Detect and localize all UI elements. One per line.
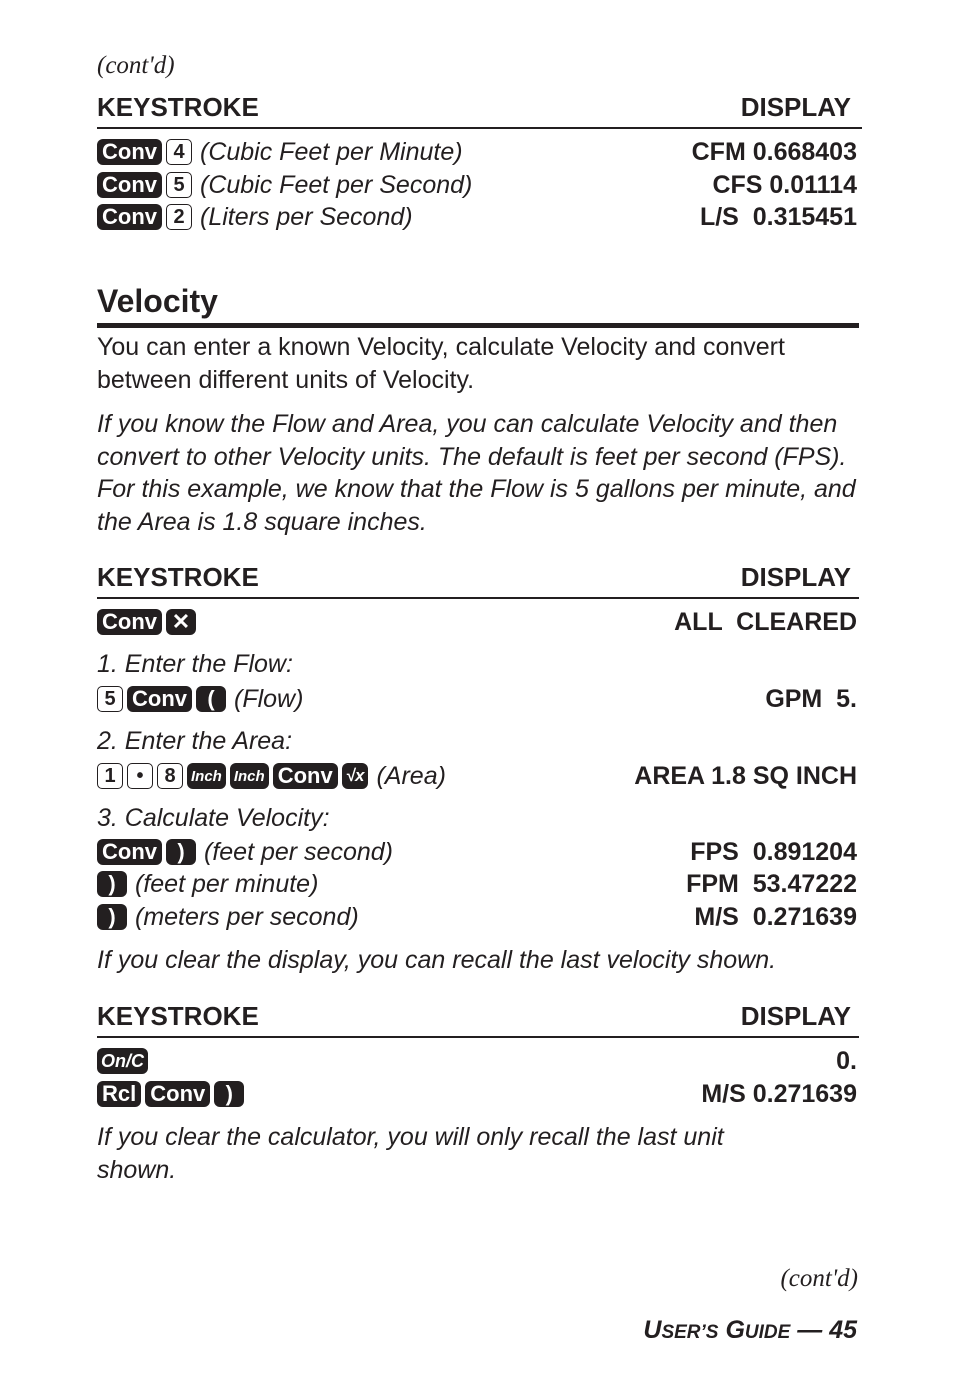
contd-bottom: (cont'd) <box>780 1265 858 1292</box>
display-header: DISPLAY <box>740 92 851 122</box>
footer-guide-ser: SER <box>661 1322 701 1343</box>
header-rule <box>97 127 862 129</box>
keystroke-header: KEYSTROKE <box>97 1001 259 1031</box>
row-display: ALL CLEARED <box>674 608 857 636</box>
on-clear-key: On/C <box>97 1048 148 1074</box>
inch-key: Inch <box>187 763 226 789</box>
step-row <box>97 682 857 716</box>
step-row <box>97 867 857 901</box>
row-display: M/S 0.271639 <box>694 903 857 931</box>
velocity-key: ) <box>214 1081 244 1107</box>
conv-key: Conv <box>97 204 162 230</box>
conv-key: Conv <box>145 1081 210 1107</box>
row-display: CFS 0.01114 <box>712 171 857 199</box>
keystroke-header: KEYSTROKE <box>97 562 259 592</box>
digit-key: 4 <box>166 139 192 165</box>
sqrt-key: √x <box>342 763 369 789</box>
intro-paragraph: You can enter a known Velocity, calculate Velocity and convert between different units of Velocity. <box>97 333 785 394</box>
row-display: 0. <box>836 1047 857 1075</box>
footer-guide-g: G <box>725 1316 745 1344</box>
header-rule <box>97 597 859 599</box>
row-description: (meters per second) <box>135 902 359 931</box>
digit-key: 5 <box>97 686 123 712</box>
keystroke-header: KEYSTROKE <box>97 92 259 122</box>
conv-key: Conv <box>97 839 162 865</box>
recall-note: If you clear the display, you can recall the last velocity shown. <box>97 946 777 974</box>
footer-guide-u: U <box>643 1316 662 1344</box>
page-footer <box>643 1316 857 1345</box>
digit-key: 2 <box>166 204 192 230</box>
velocity-key: ) <box>97 871 127 897</box>
digit-key: 5 <box>166 172 192 198</box>
digit-key: 1 <box>97 763 123 789</box>
velocity-key: ) <box>97 904 127 930</box>
title-rule <box>97 323 859 328</box>
section-title: Velocity <box>97 283 218 319</box>
conv-key: Conv <box>97 139 162 165</box>
page-number: — 45 <box>790 1316 857 1344</box>
display-header: DISPLAY <box>740 562 851 592</box>
row-description: (Flow) <box>234 684 304 713</box>
recall-row <box>97 1077 857 1111</box>
row-display: AREA 1.8 SQ INCH <box>634 762 857 790</box>
table-row <box>97 200 857 234</box>
step-row <box>97 900 857 934</box>
step-label: 1. Enter the Flow: <box>97 650 293 678</box>
step-label: 2. Enter the Area: <box>97 727 293 755</box>
display-header: DISPLAY <box>740 1001 851 1031</box>
row-display: FPS 0.891204 <box>690 838 857 866</box>
row-display: M/S 0.271639 <box>701 1080 857 1108</box>
row-description: (Area) <box>376 761 446 790</box>
row-description: (feet per second) <box>204 837 393 866</box>
conv-key: Conv <box>97 172 162 198</box>
table-row <box>97 168 857 202</box>
recall-key: Rcl <box>97 1081 141 1107</box>
row-display: GPM 5. <box>765 685 857 713</box>
row-display: FPM 53.47222 <box>686 870 857 898</box>
example-paragraph: If you know the Flow and Area, you can calculate Velocity and then convert to other Velocity units. The default is feet per second (FPS). For this example, we know that the Flow is 5 gallons per minute, and the Area is 1.8 square inches. <box>97 410 856 536</box>
step-row <box>97 835 857 869</box>
velocity-key: ) <box>166 839 196 865</box>
footer-guide-apos: ’S <box>700 1322 719 1343</box>
clear-row <box>97 605 857 639</box>
row-display: CFM 0.668403 <box>691 138 857 166</box>
row-description: (Cubic Feet per Second) <box>200 170 473 199</box>
row-description: (feet per minute) <box>135 869 319 898</box>
footer-guide-uide: UIDE <box>744 1322 791 1343</box>
row-description: (Liters per Second) <box>200 202 413 231</box>
digit-key: 8 <box>157 763 183 789</box>
recall-row <box>97 1044 857 1078</box>
decimal-key: • <box>127 763 153 789</box>
clear-x-key: ✕ <box>166 609 196 635</box>
step-row <box>97 759 857 793</box>
conv-key: Conv <box>273 763 338 789</box>
row-display: L/S 0.315451 <box>699 203 857 231</box>
conv-key: Conv <box>127 686 192 712</box>
table-row <box>97 135 857 169</box>
flow-key: ( <box>196 686 226 712</box>
contd-top: (cont'd) <box>97 52 175 79</box>
step-label: 3. Calculate Velocity: <box>97 804 330 832</box>
row-description: (Cubic Feet per Minute) <box>200 137 463 166</box>
header-rule <box>97 1036 859 1038</box>
final-note: If you clear the calculator, you will only recall the last unit shown. <box>97 1123 724 1184</box>
conv-key: Conv <box>97 609 162 635</box>
inch-key: Inch <box>230 763 269 789</box>
